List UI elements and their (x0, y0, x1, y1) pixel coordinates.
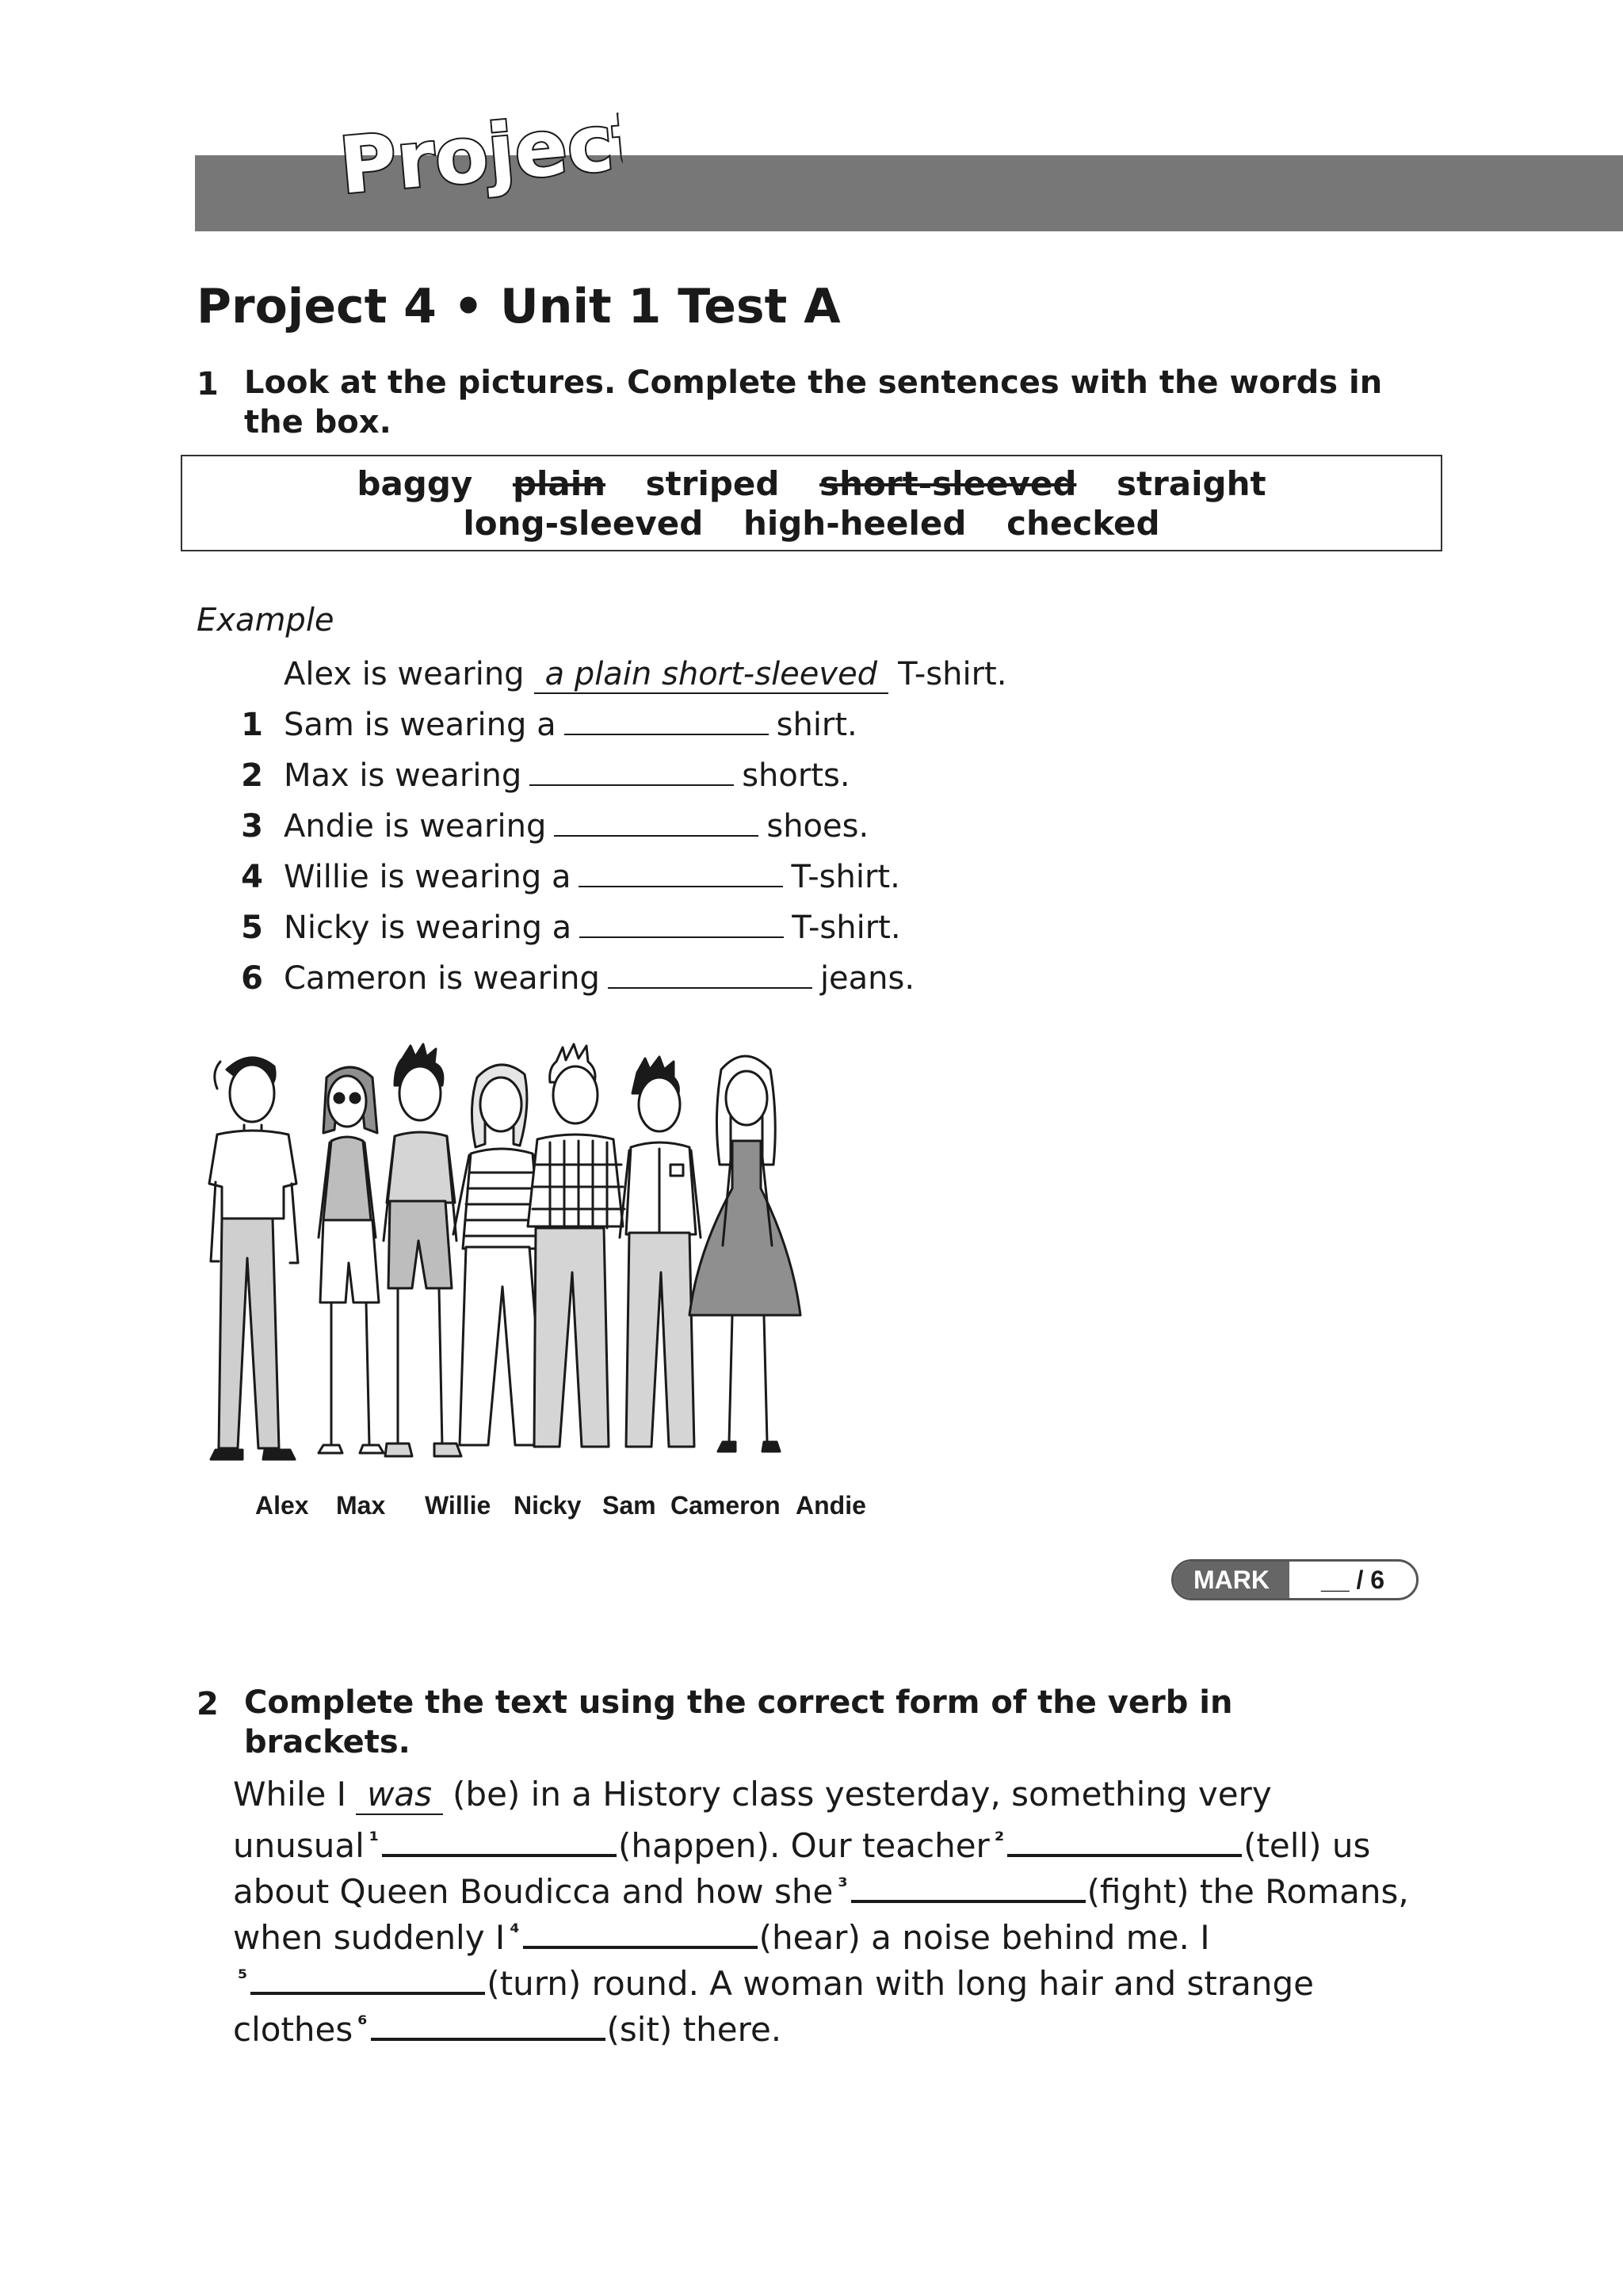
sentence-start: Alex is wearing (284, 656, 525, 692)
gap-number: ² (994, 1827, 1005, 1853)
sentence-4 (241, 859, 900, 895)
sentence-6 (241, 960, 915, 997)
text-fragment: (tell) us (1243, 1826, 1371, 1865)
sentence-end: T-shirt. (898, 656, 1007, 692)
answer-gap[interactable] (371, 2014, 605, 2041)
word-striped: striped (645, 464, 780, 503)
max-figure (319, 1067, 384, 1453)
exercise-2-number: 2 (197, 1686, 219, 1722)
story-line (233, 1863, 1501, 1909)
text-fragment: about Queen Boudicca and how she (233, 1872, 834, 1911)
sentence-start: Willie is wearing a (284, 859, 571, 895)
story-line (233, 1909, 1501, 1955)
answer-blank[interactable] (579, 859, 783, 887)
word-long-sleeved: long-sleeved (463, 504, 704, 543)
word-box (181, 455, 1442, 551)
example-label: Example (197, 602, 334, 639)
sentence-1 (241, 707, 857, 743)
answer-blank[interactable] (579, 910, 784, 938)
story-text (233, 1772, 1501, 2047)
example-sentence (284, 656, 1006, 692)
answer-blank[interactable] (554, 808, 758, 837)
gap-number: ⁵ (238, 1965, 248, 1991)
text-fragment: when suddenly I (233, 1918, 506, 1957)
andie-figure (689, 1056, 800, 1451)
story-line (233, 1955, 1501, 2001)
exercise-2-instruction (244, 1683, 1449, 1762)
sentence-number: 5 (241, 910, 263, 946)
name-label: Sam (602, 1491, 656, 1520)
mark-label: MARK (1174, 1562, 1289, 1598)
answer-blank[interactable] (608, 960, 812, 989)
word-checked: checked (1006, 504, 1160, 543)
exercise-1-number: 1 (197, 366, 219, 402)
word-plain: plain (512, 464, 606, 503)
gap-number: ⁶ (357, 2011, 368, 2037)
sentence-start: Max is wearing (284, 757, 522, 794)
example-answer: a plain short-sleeved (534, 656, 889, 694)
sentence-start: Andie is wearing (284, 808, 547, 845)
text-fragment: (turn) round. A woman with long hair and strange (487, 1964, 1314, 2003)
text-fragment: (happen). Our teacher (618, 1826, 990, 1865)
answer-gap[interactable] (382, 1830, 617, 1857)
answer-gap[interactable] (250, 1968, 485, 1995)
sentence-start: Sam is wearing a (284, 707, 556, 743)
story-line (233, 2001, 1501, 2047)
sentence-end: T-shirt. (791, 859, 900, 895)
sentence-end: shoes. (766, 808, 869, 845)
instruction-line: Complete the text using the correct form of the verb in (244, 1684, 1233, 1721)
sentence-5 (241, 910, 901, 946)
answer-gap[interactable] (851, 1876, 1086, 1903)
sentence-3 (241, 808, 869, 845)
text-fragment: While I (233, 1775, 347, 1814)
sentence-number: 6 (241, 960, 263, 997)
text-fragment: (sit) there. (606, 2010, 782, 2049)
mark-score[interactable]: __ / 6 (1320, 1565, 1385, 1594)
text-fragment: unusual (233, 1826, 365, 1865)
sentence-start: Cameron is wearing (284, 960, 600, 997)
story-line (233, 1817, 1501, 1863)
gap-number: ¹ (369, 1827, 380, 1853)
willie-figure (384, 1044, 461, 1456)
sentence-number: 1 (241, 707, 263, 743)
answer-blank[interactable] (564, 707, 769, 735)
text-fragment: clothes (233, 2010, 353, 2049)
answer-gap[interactable] (523, 1922, 758, 1949)
name-label: Cameron (670, 1491, 781, 1520)
text-fragment: (be) in a History class yesterday, something very (453, 1775, 1272, 1814)
word-box-row-1 (182, 464, 1441, 504)
sentence-end: T-shirt. (792, 910, 901, 946)
sentence-2 (241, 757, 850, 794)
sentence-end: shorts. (742, 757, 850, 794)
word-straight: straight (1117, 464, 1266, 503)
name-label: Alex (255, 1491, 309, 1520)
answer-gap[interactable] (1007, 1830, 1242, 1857)
text-fragment: (fight) the Romans, (1086, 1872, 1409, 1911)
word-high-heeled: high-heeled (743, 504, 967, 543)
mark-box (1171, 1559, 1419, 1600)
sentence-start: Nicky is wearing a (284, 910, 572, 946)
name-label: Willie (425, 1491, 491, 1520)
sentence-end: shirt. (776, 707, 857, 743)
word-box-row-2 (182, 504, 1441, 543)
word-baggy: baggy (357, 464, 473, 503)
sentence-number: 4 (241, 859, 263, 895)
story-line (233, 1772, 1501, 1817)
gap-number: ⁴ (510, 1919, 520, 1945)
instruction-line: Look at the pictures. Complete the sentences with the words in (244, 364, 1383, 401)
sentence-number: 2 (241, 757, 263, 794)
page-title: Project 4 • Unit 1 Test A (197, 279, 841, 334)
sam-figure (528, 1044, 624, 1447)
alex-figure (209, 1058, 298, 1459)
exercise-1-instruction (244, 363, 1449, 442)
sentence-number: 3 (241, 808, 263, 845)
cameron-figure (620, 1057, 701, 1447)
people-illustration (197, 1038, 886, 1497)
text-fragment: (hear) a noise behind me. I (758, 1918, 1210, 1957)
instruction-line: the box. (244, 404, 391, 441)
name-label: Max (336, 1491, 386, 1520)
answer-blank[interactable] (529, 757, 734, 786)
name-label: Nicky (514, 1491, 582, 1520)
instruction-line: brackets. (244, 1724, 411, 1760)
name-label: Andie (796, 1491, 866, 1520)
sentence-end: jeans. (819, 960, 915, 997)
word-short-sleeved: short-sleeved (819, 464, 1077, 503)
logo-text: Project (336, 94, 625, 212)
example-answer: was (356, 1775, 443, 1815)
gap-number: ³ (838, 1873, 848, 1899)
